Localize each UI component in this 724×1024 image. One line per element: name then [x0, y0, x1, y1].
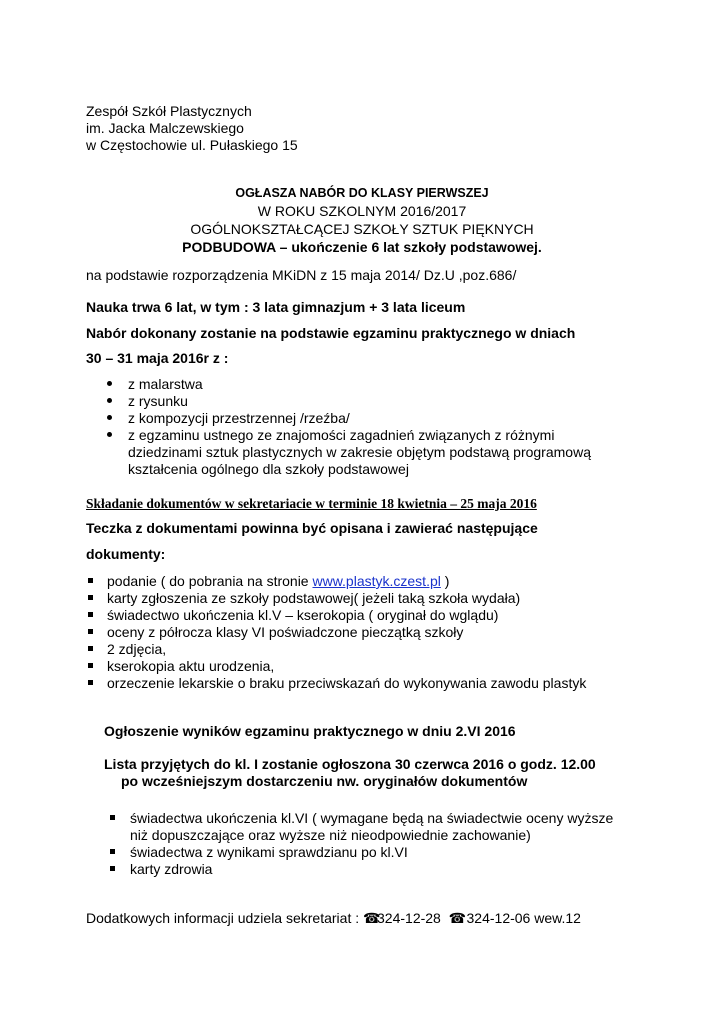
exam-item: z rysunku [128, 393, 188, 409]
exam-intro: Nabór dokonany zostanie na podstawie egzaminu praktycznego w dniach [86, 325, 576, 341]
folder-instruction-continued: dokumenty: [86, 546, 166, 562]
phone-number-ext: 324-12-06 wew.12 [466, 910, 581, 926]
original-document-item: karty zdrowia [130, 861, 213, 877]
exam-item: z egzaminu ustnego ze znajomości zagadnień związanych z różnymi [128, 427, 555, 443]
phone-icon: ☎ [448, 910, 467, 926]
program-duration: Nauka trwa 6 lat, w tym : 3 lata gimnazjum + 3 lata liceum [86, 299, 466, 315]
document-item [107, 573, 449, 590]
contact-info [86, 910, 581, 927]
school-name: Zespół Szkół Plastycznych [86, 103, 252, 119]
bullet-icon [107, 432, 112, 437]
basis-requirement: PODBUDOWA – ukończenie 6 lat szkoły podstawowej. [182, 239, 542, 255]
document-item: oceny z półrocza klasy VI poświadczone pieczątką szkoły [107, 624, 464, 640]
school-type: OGÓLNOKSZTAŁCĄCEJ SZKOŁY SZTUK PIĘKNYCH [190, 221, 534, 237]
admission-list: Lista przyjętych do kl. I zostanie ogłoszona 30 czerwca 2016 o godz. 12.00 [104, 756, 596, 772]
document-item: świadectwo ukończenia kl.V – kserokopia ( oryginał do wglądu) [107, 607, 499, 623]
original-document-item: świadectwa ukończenia kl.VI ( wymagane będą na świadectwie oceny wyższe [130, 810, 614, 826]
school-year: W ROKU SZKOLNYM 2016/2017 [257, 203, 467, 219]
documents-deadline: Składanie dokumentów w sekretariacie w terminie 18 kwietnia – 25 maja 2016 [86, 496, 537, 511]
website-link[interactable]: www.plastyk.czest.pl [312, 573, 441, 589]
document-item: karty zgłoszenia ze szkoły podstawowej( jeżeli taką szkoła wydała) [107, 590, 521, 606]
bullet-icon [88, 578, 93, 583]
regulation-basis: na podstawie rozporządzenia MKiDN z 15 maja 2014/ Dz.U ,poz.686/ [86, 267, 517, 283]
bullet-icon [88, 612, 93, 617]
exam-item-continued: kształcenia ogólnego dla szkoły podstawowej [128, 461, 409, 477]
document-item-text: podanie ( do pobrania na stronie [107, 573, 313, 589]
document-item: orzeczenie lekarskie o braku przeciwskazań do wykonywania zawodu plastyk [107, 675, 587, 691]
exam-item-continued: dziedzinami sztuk plastycznych w zakresie objętym podstawą programową [128, 444, 591, 460]
bullet-icon [88, 595, 93, 600]
document-item: 2 zdjęcia, [107, 641, 167, 657]
school-patron: im. Jacka Malczewskiego [86, 120, 244, 136]
phone-number: 324-12-28 [377, 910, 441, 926]
bullet-icon [88, 680, 93, 685]
bullet-icon [110, 815, 115, 820]
document-item: kserokopia aktu urodzenia, [107, 658, 275, 674]
exam-item: z kompozycji przestrzennej /rzeźba/ [128, 410, 350, 426]
bullet-icon [107, 381, 112, 386]
bullet-icon [107, 415, 112, 420]
bullet-icon [88, 629, 93, 634]
folder-instruction: Teczka z dokumentami powinna być opisana i zawierać następujące [86, 520, 538, 536]
bullet-icon [110, 849, 115, 854]
bullet-icon [110, 866, 115, 871]
phone-icon: ☎ [363, 910, 381, 926]
original-document-item-continued: niż dopuszczające oraz wyższe niż nieodpowiednie zachowanie) [130, 827, 531, 843]
bullet-icon [88, 646, 93, 651]
school-address: w Częstochowie ul. Pułaskiego 15 [86, 137, 298, 153]
document-item-suffix: ) [440, 573, 450, 589]
contact-text: Dodatkowych informacji udziela sekretariat : [86, 910, 364, 926]
bullet-icon [88, 663, 93, 668]
original-document-item: świadectwa z wynikami sprawdzianu po kl.VI [130, 844, 408, 860]
announcement-title: OGŁASZA NABÓR DO KLASY PIERWSZEJ [235, 186, 489, 200]
admission-list-continued: po wcześniejszym dostarczeniu nw. oryginałów dokumentów [121, 773, 528, 789]
results-announcement: Ogłoszenie wyników egzaminu praktycznego w dniu 2.VI 2016 [104, 723, 516, 739]
exam-dates: 30 – 31 maja 2016r z : [86, 350, 229, 366]
bullet-icon [107, 398, 112, 403]
exam-item: z malarstwa [128, 376, 203, 392]
